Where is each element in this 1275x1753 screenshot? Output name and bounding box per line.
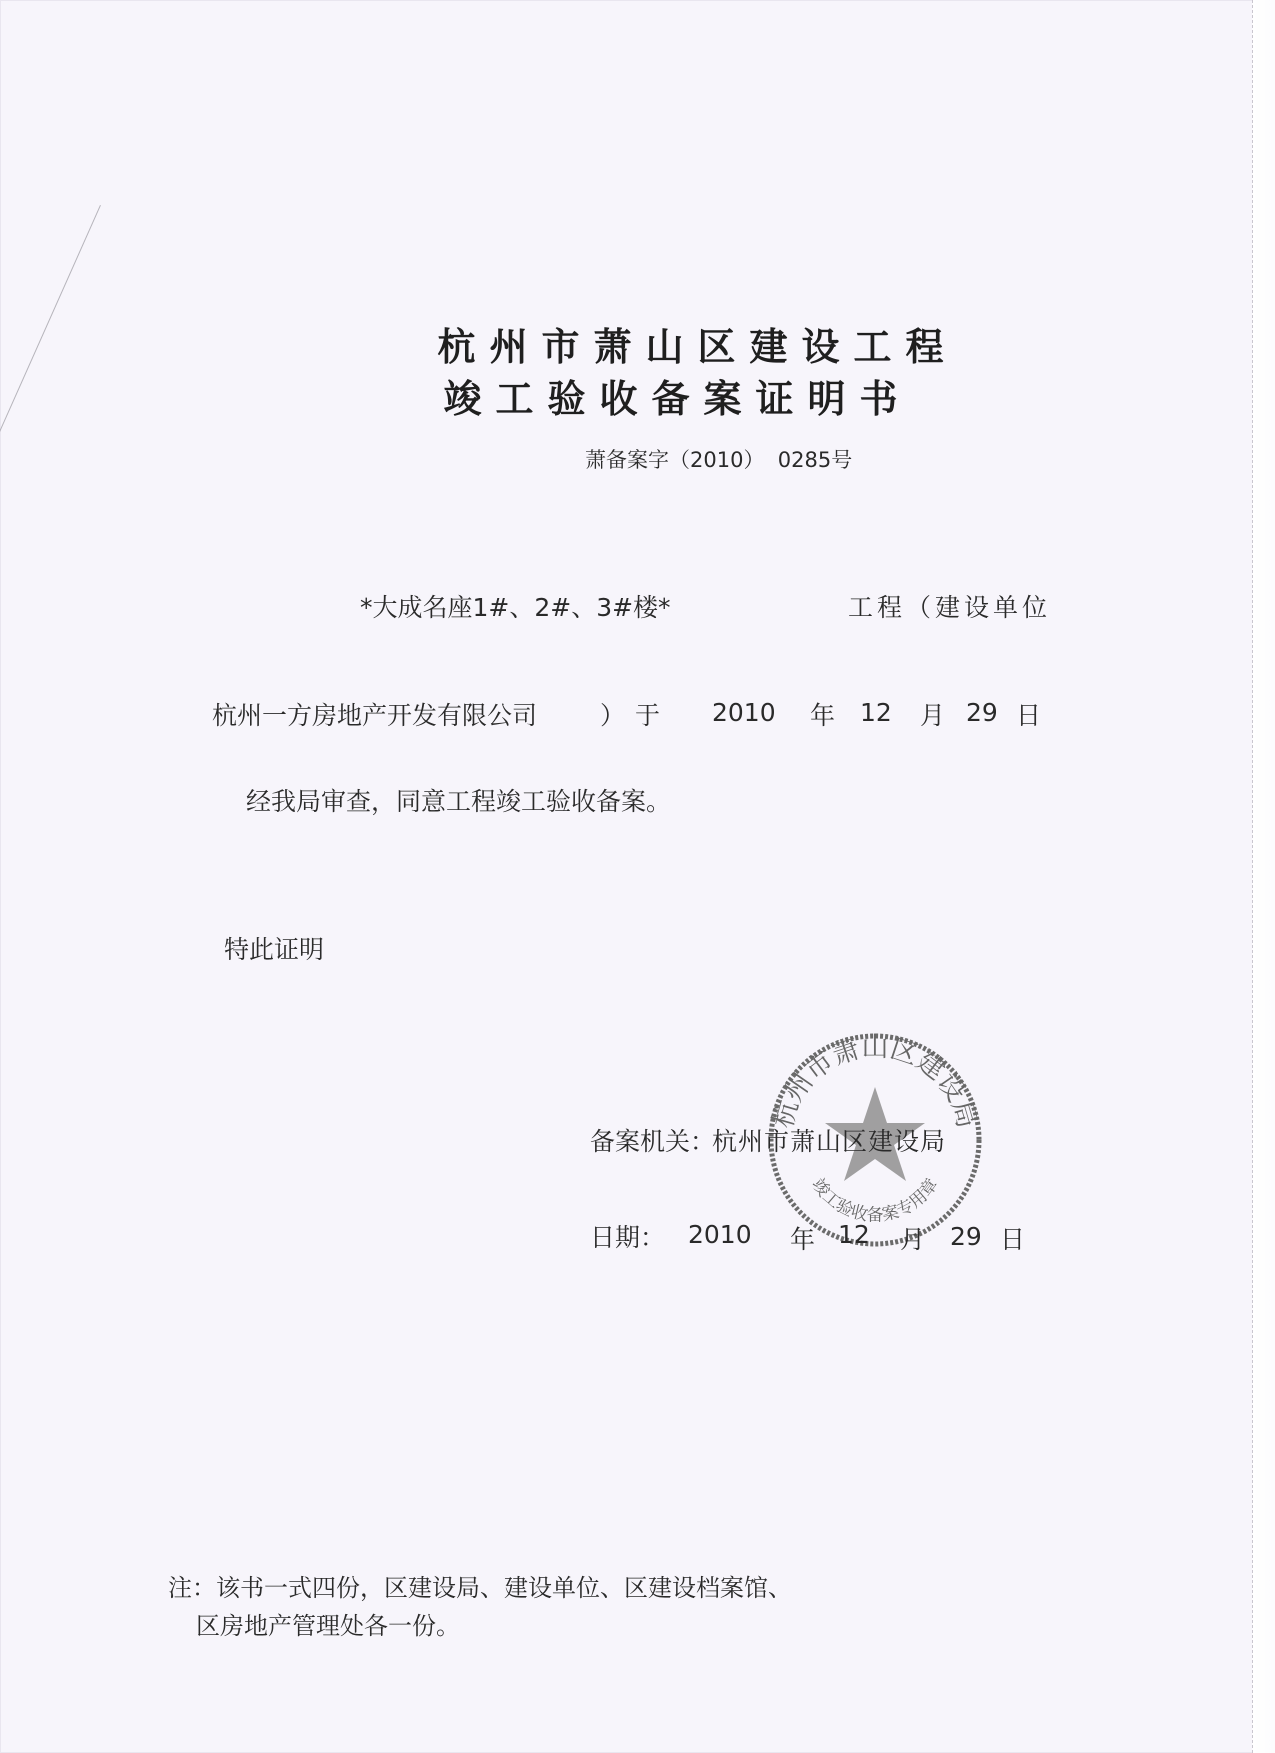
agency-label: 备案机关：	[590, 1127, 716, 1156]
filing-year: 2010	[712, 698, 776, 727]
seal-top-text: 杭州市萧山区建设局	[767, 1032, 983, 1132]
agency-name: 杭州市萧山区建设局	[712, 1127, 947, 1156]
sign-month-label: 月	[900, 1225, 926, 1254]
certify-statement: 特此证明	[224, 935, 325, 964]
seal-bottom-text: 竣工验收备案专用章	[807, 1175, 943, 1226]
date-label: 日期：	[590, 1223, 666, 1252]
day-label: 日	[1016, 701, 1042, 730]
year-label: 年	[810, 701, 836, 730]
page-edge	[1252, 0, 1275, 1753]
filing-month: 12	[860, 698, 892, 727]
month-label: 月	[920, 701, 946, 730]
title-line-1: 杭州市萧山区建设工程	[437, 324, 958, 369]
sign-day: 29	[950, 1222, 982, 1251]
project-suffix: 工程（建设单位	[848, 593, 1052, 622]
sign-month: 12	[838, 1220, 870, 1249]
sign-year-label: 年	[790, 1225, 816, 1254]
note-line-1: 注：该书一式四份，区建设局、建设单位、区建设档案馆、	[168, 1574, 792, 1602]
note-line-2: 区房地产管理处各一份。	[196, 1612, 460, 1640]
approval-statement: 经我局审查，同意工程竣工验收备案。	[246, 787, 672, 816]
company-name: 杭州一方房地产开发有限公司	[212, 701, 538, 730]
project-name: *大成名座1#、2#、3#楼*	[360, 593, 671, 622]
filing-day: 29	[966, 698, 998, 727]
document-number: 萧备案字（2010） 0285号	[585, 448, 853, 472]
title-line-2: 竣工验收备案证明书	[443, 376, 912, 421]
close-paren-yu: ）于	[600, 701, 671, 730]
sign-year: 2010	[688, 1220, 752, 1249]
sign-day-label: 日	[1000, 1225, 1026, 1254]
